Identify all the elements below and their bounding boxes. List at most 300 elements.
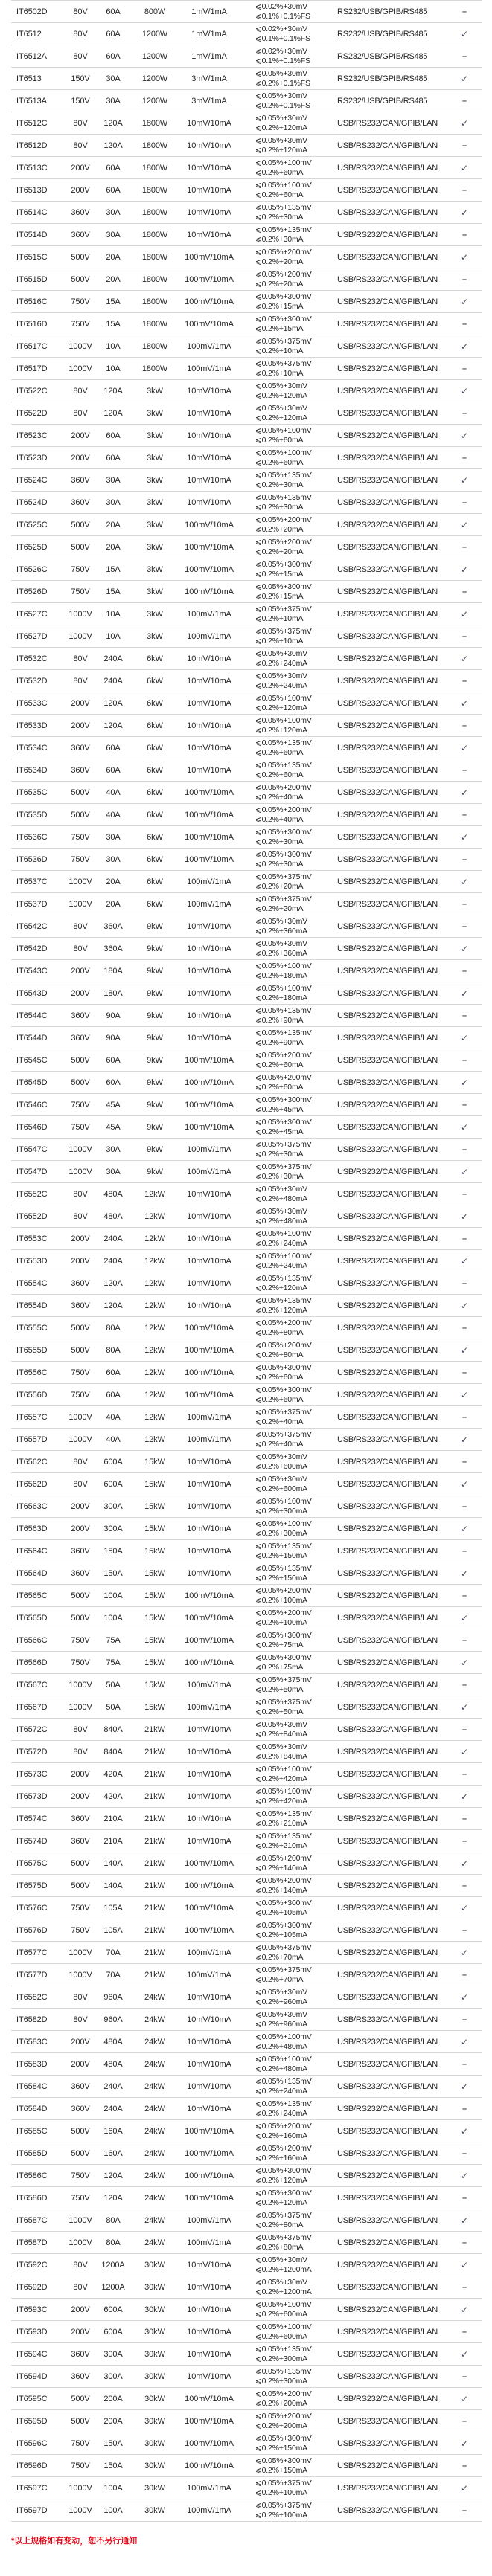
cell-accuracy: ⩽0.05%+300mV ⩽0.2%+45mA (255, 1118, 312, 1136)
cell-voltage: 750V (71, 2461, 90, 2470)
cell-model: IT6547C (16, 1144, 48, 1154)
cell-power: 9kW (147, 1033, 163, 1043)
cell-accuracy: ⩽0.05%+100mV ⩽0.2%+240mA (255, 1229, 312, 1248)
dash-icon: – (461, 1100, 467, 1110)
cell-resolution: 100mV/10mA (185, 2461, 234, 2470)
cell-interfaces: USB/RS232/CAN/GPIB/LAN (337, 988, 438, 998)
table-row (11, 1518, 482, 1540)
cell-voltage: 500V (71, 788, 90, 797)
cell-resolution: 100mV/10mA (185, 854, 234, 864)
cell-accuracy: ⩽0.05%+100mV ⩽0.2%+120mA (255, 694, 312, 712)
cell-resolution: 10mV/10mA (187, 2260, 231, 2270)
check-icon: ✓ (461, 2081, 468, 2092)
cell-accuracy: ⩽0.05%+200mV ⩽0.2%+60mA (255, 1051, 312, 1069)
cell-model: IT6514D (16, 230, 48, 239)
table-row (11, 2209, 482, 2232)
cell-voltage: 500V (71, 1078, 90, 1087)
table-row (11, 1228, 482, 1250)
cell-accuracy: ⩽0.05%+300mV ⩽0.2%+60mA (255, 1385, 312, 1404)
cell-interfaces: USB/RS232/CAN/GPIB/LAN (337, 676, 438, 686)
cell-power: 30kW (144, 2483, 165, 2493)
table-row (11, 2232, 482, 2254)
check-icon: ✓ (461, 2482, 468, 2493)
cell-power: 1800W (141, 364, 168, 373)
cell-model: IT6563C (16, 1501, 48, 1511)
cell-resolution: 1mV/1mA (191, 29, 227, 39)
cell-accuracy: ⩽0.05%+100mV ⩽0.2%+180mA (255, 984, 312, 1002)
cell-interfaces: USB/RS232/CAN/GPIB/LAN (337, 698, 438, 708)
cell-resolution: 10mV/10mA (187, 2349, 231, 2359)
cell-interfaces: USB/RS232/CAN/GPIB/LAN (337, 2171, 438, 2180)
cell-power: 3kW (147, 431, 163, 440)
cell-model: IT6577D (16, 1970, 48, 1980)
cell-current: 210A (103, 1814, 123, 1823)
cell-accuracy: ⩽0.05%+375mV ⩽0.2%+50mA (255, 1675, 312, 1694)
cell-model: IT6544D (16, 1033, 48, 1043)
cell-voltage: 1000V (68, 2505, 92, 2515)
cell-power: 12kW (144, 1211, 165, 1221)
cell-voltage: 80V (73, 2260, 88, 2270)
cell-current: 45A (106, 1122, 121, 1132)
cell-current: 150A (103, 1568, 123, 1578)
table-row (11, 692, 482, 715)
dash-icon: – (461, 899, 467, 909)
cell-resolution: 10mV/10mA (187, 1011, 231, 1020)
cell-resolution: 10mV/10mA (187, 654, 231, 663)
cell-power: 15kW (144, 1501, 165, 1511)
cell-interfaces: USB/RS232/CAN/GPIB/LAN (337, 1881, 438, 1890)
check-icon: ✓ (461, 1434, 468, 1445)
cell-interfaces: USB/RS232/CAN/GPIB/LAN (337, 2438, 438, 2448)
cell-current: 10A (106, 609, 121, 619)
dash-icon: – (461, 966, 467, 976)
cell-accuracy: ⩽0.05%+100mV ⩽0.2%+120mA (255, 716, 312, 735)
cell-interfaces: USB/RS232/CAN/GPIB/LAN (337, 587, 438, 596)
table-row (11, 1, 482, 23)
cell-resolution: 10mV/10mA (187, 1546, 231, 1556)
cell-model: IT6534C (16, 743, 48, 753)
cell-accuracy: ⩽0.05%+375mV ⩽0.2%+20mA (255, 895, 312, 913)
cell-power: 15kW (144, 1702, 165, 1712)
check-icon: ✓ (461, 2215, 468, 2226)
cell-accuracy: ⩽0.05%+100mV ⩽0.2%+480mA (255, 2055, 312, 2073)
cell-interfaces: USB/RS232/CAN/GPIB/LAN (337, 2483, 438, 2493)
cell-accuracy: ⩽0.05%+30mV ⩽0.2%+360mA (255, 917, 307, 936)
table-row (11, 425, 482, 447)
cell-model: IT6542D (16, 944, 48, 953)
cell-voltage: 750V (71, 1658, 90, 1667)
cell-model: IT6595C (16, 2394, 48, 2403)
cell-current: 300A (103, 1524, 123, 1533)
table-row (11, 1652, 482, 1674)
cell-power: 24kW (144, 2148, 165, 2158)
cell-accuracy: ⩽0.05%+100mV ⩽0.2%+60mA (255, 448, 312, 467)
cell-current: 40A (106, 810, 121, 820)
cell-resolution: 10mV/10mA (187, 2015, 231, 2024)
table-row (11, 893, 482, 915)
cell-resolution: 100mV/10mA (185, 1613, 234, 1623)
cell-interfaces: USB/RS232/CAN/GPIB/LAN (337, 2371, 438, 2381)
cell-model: IT6536D (16, 854, 48, 864)
cell-model: IT6582C (16, 1992, 48, 2002)
cell-resolution: 100mV/1mA (187, 1434, 231, 1444)
cell-model: IT6565D (16, 1613, 48, 1623)
cell-power: 12kW (144, 1234, 165, 1243)
table-row (11, 90, 482, 112)
cell-voltage: 360V (71, 1546, 90, 1556)
cell-accuracy: ⩽0.05%+30mV ⩽0.2%+240mA (255, 649, 307, 668)
cell-interfaces: USB/RS232/CAN/GPIB/LAN (337, 520, 438, 529)
dash-icon: – (461, 631, 467, 641)
cell-power: 9kW (147, 944, 163, 953)
cell-power: 30kW (144, 2305, 165, 2314)
cell-interfaces: USB/RS232/CAN/GPIB/LAN (337, 230, 438, 239)
cell-accuracy: ⩽0.05%+300mV ⩽0.2%+105mA (255, 1921, 312, 1939)
cell-interfaces: USB/RS232/CAN/GPIB/LAN (337, 2349, 438, 2359)
cell-accuracy: ⩽0.05%+30mV ⩽0.2%+960mA (255, 2010, 307, 2029)
table-row (11, 1607, 482, 1629)
check-icon: ✓ (461, 2393, 468, 2404)
cell-resolution: 100mV/10mA (185, 319, 234, 329)
cell-model: IT6552C (16, 1189, 48, 1199)
cell-interfaces: RS232/USB/GPIB/RS485 (337, 29, 428, 39)
cell-resolution: 10mV/10mA (187, 185, 231, 195)
check-icon: ✓ (461, 296, 468, 307)
cell-model: IT6515D (16, 274, 48, 284)
cell-current: 60A (106, 7, 121, 16)
cell-power: 21kW (144, 1858, 165, 1868)
table-row (11, 291, 482, 313)
dash-icon: – (461, 2327, 467, 2337)
cell-model: IT6533D (16, 721, 48, 730)
cell-accuracy: ⩽0.05%+200mV ⩽0.2%+160mA (255, 2122, 312, 2140)
check-icon: ✓ (461, 1791, 468, 1802)
cell-voltage: 80V (73, 654, 88, 663)
cell-voltage: 200V (71, 721, 90, 730)
cell-resolution: 10mV/10mA (187, 698, 231, 708)
table-row (11, 202, 482, 224)
cell-model: IT6587C (16, 2215, 48, 2225)
check-icon: ✓ (461, 943, 468, 954)
table-row (11, 1763, 482, 1786)
cell-current: 80A (106, 1323, 121, 1333)
cell-interfaces: USB/RS232/CAN/GPIB/LAN (337, 2305, 438, 2314)
cell-interfaces: USB/RS232/CAN/GPIB/LAN (337, 1925, 438, 1935)
cell-power: 21kW (144, 1814, 165, 1823)
cell-current: 1200A (101, 2260, 125, 2270)
cell-interfaces: USB/RS232/CAN/GPIB/LAN (337, 1256, 438, 1266)
cell-interfaces: USB/RS232/CAN/GPIB/LAN (337, 1591, 438, 1600)
table-row (11, 2276, 482, 2299)
cell-resolution: 100mV/10mA (185, 1925, 234, 1935)
cell-accuracy: ⩽0.05%+100mV ⩽0.2%+600mA (255, 2322, 312, 2341)
cell-voltage: 200V (71, 1524, 90, 1533)
cell-resolution: 100mV/1mA (187, 341, 231, 351)
cell-model: IT6596D (16, 2461, 48, 2470)
cell-interfaces: USB/RS232/CAN/GPIB/LAN (337, 1948, 438, 1957)
cell-model: IT6526C (16, 564, 48, 574)
cell-interfaces: USB/RS232/CAN/GPIB/LAN (337, 1078, 438, 1087)
cell-resolution: 100mV/1mA (187, 2505, 231, 2515)
check-icon: ✓ (461, 1991, 468, 2003)
cell-current: 60A (106, 743, 121, 753)
cell-power: 30kW (144, 2260, 165, 2270)
cell-current: 70A (106, 1948, 121, 1957)
cell-model: IT6542C (16, 921, 48, 931)
cell-accuracy: ⩽0.05%+135mV ⩽0.2%+60mA (255, 761, 312, 779)
cell-power: 6kW (147, 810, 163, 820)
cell-resolution: 10mV/10mA (187, 1814, 231, 1823)
cell-voltage: 1000V (68, 364, 92, 373)
cell-power: 30kW (144, 2461, 165, 2470)
cell-current: 120A (103, 1278, 123, 1288)
cell-power: 9kW (147, 1078, 163, 1087)
cell-accuracy: ⩽0.05%+100mV ⩽0.2%+420mA (255, 1765, 312, 1783)
cell-power: 21kW (144, 1769, 165, 1779)
check-icon: ✓ (461, 1032, 468, 1043)
cell-resolution: 10mV/10mA (187, 1278, 231, 1288)
cell-power: 6kW (147, 698, 163, 708)
cell-voltage: 500V (71, 1881, 90, 1890)
cell-model: IT6587D (16, 2238, 48, 2247)
dash-icon: – (461, 2059, 467, 2069)
cell-power: 12kW (144, 1256, 165, 1266)
cell-power: 24kW (144, 2238, 165, 2247)
cell-accuracy: ⩽0.05%+135mV ⩽0.2%+90mA (255, 1028, 312, 1047)
cell-model: IT6517D (16, 364, 48, 373)
cell-current: 30A (106, 1167, 121, 1176)
cell-current: 420A (103, 1769, 123, 1779)
cell-current: 600A (103, 1457, 123, 1466)
cell-model: IT6557C (16, 1412, 48, 1422)
cell-accuracy: ⩽0.05%+375mV ⩽0.2%+70mA (255, 1943, 312, 1962)
cell-resolution: 10mV/10mA (187, 988, 231, 998)
table-row (11, 1674, 482, 1696)
cell-accuracy: ⩽0.05%+200mV ⩽0.2%+160mA (255, 2144, 312, 2163)
cell-interfaces: USB/RS232/CAN/GPIB/LAN (337, 364, 438, 373)
table-row (11, 1183, 482, 1205)
cell-voltage: 750V (71, 832, 90, 842)
cell-current: 360A (103, 921, 123, 931)
dash-icon: – (461, 676, 467, 686)
cell-resolution: 10mV/10mA (187, 1033, 231, 1043)
cell-accuracy: ⩽0.05%+300mV ⩽0.2%+15mA (255, 315, 312, 333)
table-row (11, 1339, 482, 1362)
cell-accuracy: ⩽0.05%+30mV ⩽0.2%+840mA (255, 1742, 307, 1761)
table-row (11, 536, 482, 558)
cell-accuracy: ⩽0.05%+30mV ⩽0.2%+1200mA (255, 2278, 312, 2296)
check-icon: ✓ (461, 1077, 468, 1088)
cell-resolution: 10mV/10mA (187, 2059, 231, 2069)
cell-accuracy: ⩽0.05%+200mV ⩽0.2%+200mA (255, 2389, 312, 2408)
cell-model: IT6512D (16, 141, 48, 150)
dash-icon: – (461, 1144, 467, 1154)
cell-current: 150A (103, 2438, 123, 2448)
footer-note: *以上规格如有变动，恕不另行通知 (11, 2537, 138, 2546)
cell-voltage: 750V (71, 1368, 90, 1377)
cell-current: 15A (106, 319, 121, 329)
cell-resolution: 10mV/10mA (187, 1725, 231, 1734)
cell-accuracy: ⩽0.05%+300mV ⩽0.2%+60mA (255, 1363, 312, 1382)
cell-power: 21kW (144, 1747, 165, 1756)
cell-resolution: 10mV/10mA (187, 1189, 231, 1199)
cell-voltage: 500V (71, 1055, 90, 1065)
table-row (11, 1072, 482, 1094)
cell-voltage: 200V (71, 1501, 90, 1511)
cell-resolution: 100mV/10mA (185, 252, 234, 262)
cell-voltage: 500V (71, 1345, 90, 1355)
table-row (11, 447, 482, 469)
check-icon: ✓ (461, 1947, 468, 1958)
cell-voltage: 80V (73, 386, 88, 396)
check-icon: ✓ (461, 742, 468, 753)
cell-resolution: 100mV/1mA (187, 877, 231, 886)
cell-power: 3kW (147, 609, 163, 619)
cell-current: 50A (106, 1702, 121, 1712)
cell-accuracy: ⩽0.05%+375mV ⩽0.2%+80mA (255, 2211, 312, 2229)
table-row (11, 581, 482, 603)
cell-interfaces: USB/RS232/CAN/GPIB/LAN (337, 2238, 438, 2247)
cell-interfaces: USB/RS232/CAN/GPIB/LAN (337, 1368, 438, 1377)
cell-interfaces: USB/RS232/CAN/GPIB/LAN (337, 2126, 438, 2136)
table-row (11, 1719, 482, 1741)
table-row (11, 492, 482, 514)
cell-power: 12kW (144, 1323, 165, 1333)
cell-model: IT6567C (16, 1680, 48, 1690)
check-icon: ✓ (461, 162, 468, 173)
cell-power: 6kW (147, 899, 163, 909)
check-icon: ✓ (461, 1612, 468, 1623)
cell-current: 10A (106, 364, 121, 373)
cell-power: 30kW (144, 2505, 165, 2515)
cell-interfaces: USB/RS232/CAN/GPIB/LAN (337, 2260, 438, 2270)
cell-power: 9kW (147, 1122, 163, 1132)
table-row (11, 68, 482, 90)
cell-voltage: 500V (71, 1613, 90, 1623)
dash-icon: – (461, 1814, 467, 1823)
check-icon: ✓ (461, 2438, 468, 2449)
cell-interfaces: USB/RS232/CAN/GPIB/LAN (337, 498, 438, 507)
cell-accuracy: ⩽0.05%+30mV ⩽0.2%+0.1%FS (255, 91, 310, 110)
cell-resolution: 10mV/10mA (187, 2282, 231, 2292)
dash-icon: – (461, 2505, 467, 2515)
cell-interfaces: USB/RS232/CAN/GPIB/LAN (337, 2015, 438, 2024)
cell-voltage: 200V (71, 163, 90, 173)
cell-resolution: 100mV/10mA (185, 810, 234, 820)
check-icon: ✓ (461, 787, 468, 798)
cell-voltage: 80V (73, 2282, 88, 2292)
cell-voltage: 500V (71, 2148, 90, 2158)
cell-voltage: 750V (71, 297, 90, 306)
table-row (11, 157, 482, 179)
cell-resolution: 100mV/10mA (185, 2148, 234, 2158)
cell-power: 21kW (144, 1925, 165, 1935)
cell-power: 12kW (144, 1368, 165, 1377)
cell-resolution: 100mV/1mA (187, 1948, 231, 1957)
cell-current: 120A (103, 1301, 123, 1310)
cell-model: IT6553C (16, 1234, 48, 1243)
cell-current: 60A (106, 431, 121, 440)
cell-interfaces: USB/RS232/CAN/GPIB/LAN (337, 2104, 438, 2113)
cell-model: IT6585D (16, 2148, 48, 2158)
cell-voltage: 1000V (68, 877, 92, 886)
cell-current: 180A (103, 988, 123, 998)
cell-accuracy: ⩽0.05%+100mV ⩽0.2%+300mA (255, 1519, 312, 1538)
cell-power: 15kW (144, 1568, 165, 1578)
table-row (11, 1741, 482, 1763)
cell-power: 1200W (141, 96, 168, 106)
cell-current: 140A (103, 1881, 123, 1890)
cell-resolution: 10mV/10mA (187, 475, 231, 485)
cell-resolution: 100mV/1mA (187, 2215, 231, 2225)
cell-voltage: 360V (71, 2081, 90, 2091)
dash-icon: – (461, 2416, 467, 2426)
cell-voltage: 500V (71, 1323, 90, 1333)
cell-resolution: 100mV/10mA (185, 2193, 234, 2203)
check-icon: ✓ (461, 1345, 468, 1356)
table-row (11, 2031, 482, 2053)
cell-power: 1800W (141, 207, 168, 217)
cell-accuracy: ⩽0.05%+200mV ⩽0.2%+20mA (255, 248, 312, 266)
cell-accuracy: ⩽0.05%+300mV ⩽0.2%+15mA (255, 582, 312, 601)
table-row (11, 224, 482, 246)
cell-accuracy: ⩽0.05%+375mV ⩽0.2%+30mA (255, 1162, 312, 1181)
cell-interfaces: USB/RS232/CAN/GPIB/LAN (337, 185, 438, 195)
cell-current: 140A (103, 1858, 123, 1868)
cell-interfaces: USB/RS232/CAN/GPIB/LAN (337, 2461, 438, 2470)
cell-model: IT6566C (16, 1635, 48, 1645)
cell-current: 210A (103, 1836, 123, 1846)
cell-resolution: 100mV/1mA (187, 631, 231, 641)
cell-resolution: 100mV/10mA (185, 1903, 234, 1913)
cell-accuracy: ⩽0.05%+30mV ⩽0.2%+600mA (255, 1452, 307, 1471)
cell-interfaces: USB/RS232/CAN/GPIB/LAN (337, 1658, 438, 1667)
cell-current: 240A (103, 1256, 123, 1266)
cell-voltage: 80V (73, 408, 88, 418)
cell-power: 6kW (147, 832, 163, 842)
table-row (11, 2187, 482, 2209)
table-row (11, 380, 482, 402)
cell-current: 240A (103, 676, 123, 686)
table-row (11, 1384, 482, 1406)
cell-model: IT6595D (16, 2416, 48, 2426)
dash-icon: – (461, 765, 467, 775)
cell-current: 40A (106, 1412, 121, 1422)
cell-power: 9kW (147, 1167, 163, 1176)
table-row (11, 849, 482, 871)
cell-voltage: 360V (71, 1301, 90, 1310)
table-row (11, 1495, 482, 1518)
cell-accuracy: ⩽0.05%+300mV ⩽0.2%+150mA (255, 2434, 312, 2453)
cell-current: 30A (106, 74, 121, 83)
cell-accuracy: ⩽0.05%+375mV ⩽0.2%+50mA (255, 1698, 312, 1716)
cell-current: 60A (106, 1368, 121, 1377)
cell-voltage: 360V (71, 230, 90, 239)
cell-current: 75A (106, 1635, 121, 1645)
cell-power: 15kW (144, 1591, 165, 1600)
cell-current: 30A (106, 498, 121, 507)
cell-interfaces: USB/RS232/CAN/GPIB/LAN (337, 721, 438, 730)
cell-current: 150A (103, 1546, 123, 1556)
cell-interfaces: USB/RS232/CAN/GPIB/LAN (337, 1434, 438, 1444)
cell-model: IT6584D (16, 2104, 48, 2113)
cell-current: 15A (106, 297, 121, 306)
cell-resolution: 3mV/1mA (191, 74, 227, 83)
cell-power: 21kW (144, 1836, 165, 1846)
dash-icon: – (461, 1769, 467, 1779)
cell-power: 12kW (144, 1412, 165, 1422)
cell-resolution: 10mV/10mA (187, 921, 231, 931)
